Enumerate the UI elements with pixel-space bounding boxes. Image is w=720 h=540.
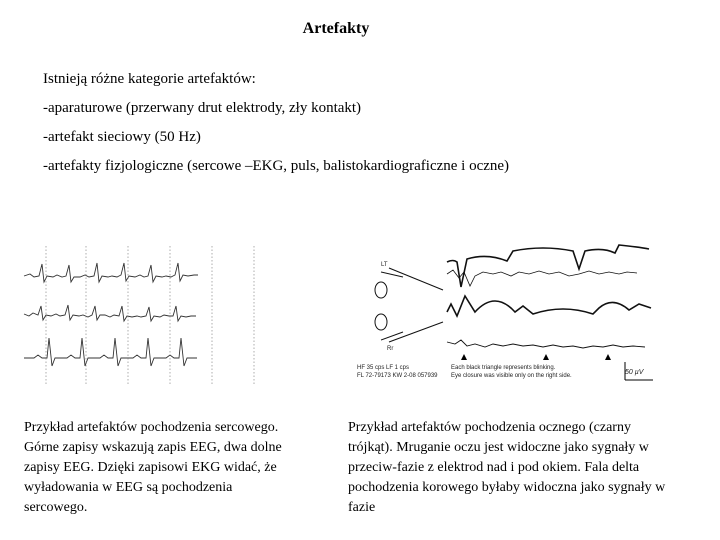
bullet-mains: -artefakt sieciowy (50 Hz): [43, 129, 201, 145]
scale-label: 50 µV: [625, 369, 644, 376]
ocular-artifact-figure: [343, 232, 671, 390]
cardiac-artifact-figure: [20, 236, 278, 392]
bullet-intro: Istnieją różne kategorie artefaktów:: [43, 71, 256, 87]
bullet-list: [43, 70, 509, 186]
settings-line1: HF 35 cps LF 1 cps: [357, 365, 410, 371]
lower-electrode-label: Rr: [387, 346, 394, 352]
settings-line2: FL 72-79173 KW 2-08 057939: [357, 373, 438, 379]
figure-note-line2: Eye closure was visible only on the right side.: [451, 373, 572, 379]
page-title: Artefakty: [302, 20, 370, 37]
left-figure-caption: Przykład artefaktów pochodzenia sercowego. Górne zapisy wskazują zapis EEG, dwa dolne zapisy EEG. Dzięki zapisowi EKG widać, że wyładowania w EEG są pochodzenia sercowego.: [24, 420, 282, 515]
figure-note-line1: Each black triangle represents blinking.: [451, 365, 556, 371]
bullet-physiological: -artefakty fizjologiczne (sercowe –EKG, puls, balistokardiograficzne i oczne): [43, 158, 510, 174]
upper-electrode-label: LT: [381, 262, 388, 268]
bullet-equipment: -aparaturowe (przerwany drut elektrody, zły kontakt): [43, 100, 362, 116]
right-figure-caption: Przykład artefaktów pochodzenia ocznego (czarny trójkąt). Mruganie oczu jest widoczne jako sygnały w przeciw-fazie z elektrod nad i pod okiem. Fala delta pochodzenia korowego byłaby widoczna jako sygnały w fazie: [348, 420, 666, 515]
